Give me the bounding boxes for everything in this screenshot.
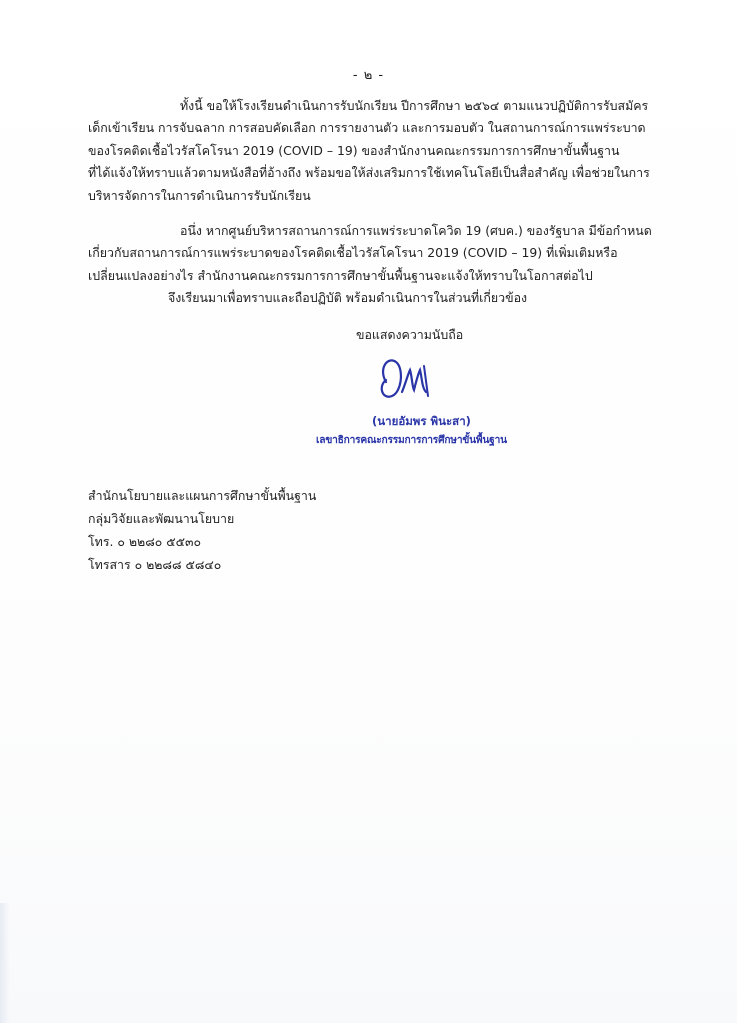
paragraph-line: บริหารจัดการในการดำเนินการรับนักเรียน [88,187,311,203]
paragraph-line: ที่ได้แจ้งให้ทราบแล้วตามหนังสือที่อ้างถึง พร้อมขอให้ส่งเสริมการใช้เทคโนโลยีเป็นสื่อสำคัญ เพื่อช่วยในการ [88,165,650,181]
closing-salutation: ขอแสดงความนับถือ [356,327,464,342]
paragraph-closing-request [88,287,674,309]
page-number: - ๒ - [352,68,385,83]
signer-title: เลขาธิการคณะกรรมการการศึกษาขั้นพื้นฐาน [316,435,507,446]
page-edge-shadow [0,903,10,1023]
contact-phone: โทร. ๐ ๒๒๘๐ ๕๕๓๐ [88,534,202,549]
paragraph-line: ของโรคติดเชื้อไวรัสโคโรนา 2019 (COVID – 19) ของสำนักงานคณะกรรมการการศึกษาขั้นพื้นฐาน [88,142,620,158]
handwritten-signature [372,352,452,404]
contact-group: กลุ่มวิจัยและพัฒนานโยบาย [88,511,235,526]
contact-office: สำนักนโยบายและแผนการศึกษาขั้นพื้นฐาน [88,488,317,503]
paragraph-ccsa-notice [88,220,674,287]
signer-name: (นายอัมพร พินะสา) [372,414,471,428]
paragraph-line: ทั้งนี้ ขอให้โรงเรียนดำเนินการรับนักเรียน ปีการศึกษา ๒๕๖๔ ตามแนวปฏิบัติการรับสมัคร [180,98,649,113]
paragraph-admission-guidelines [88,95,674,207]
contact-fax: โทรสาร ๐ ๒๒๘๘ ๕๘๔๐ [88,557,222,572]
paragraph-line: จึงเรียนมาเพื่อทราบและถือปฏิบัติ พร้อมดำเนินการในส่วนที่เกี่ยวข้อง [168,290,528,305]
paragraph-line: เปลี่ยนแปลงอย่างไร สำนักงานคณะกรรมการการศึกษาขั้นพื้นฐานจะแจ้งให้ทราบในโอกาสต่อไป [88,267,593,283]
paragraph-line: เกี่ยวกับสถานการณ์การแพร่ระบาดของโรคติดเชื้อไวรัสโคโรนา 2019 (COVID – 19) ที่เพิ่มเติมหรือ [88,245,618,261]
contact-block [88,484,316,576]
paragraph-line: อนึ่ง หากศูนย์บริหารสถานการณ์การแพร่ระบาดโควิด 19 (ศบค.) ของรัฐบาล มีข้อกำหนด [180,223,652,238]
paragraph-line: เด็กเข้าเรียน การจับฉลาก การสอบคัดเลือก การรายงานตัว และการมอบตัว ในสถานการณ์การแพร่ระบาด [88,120,646,136]
